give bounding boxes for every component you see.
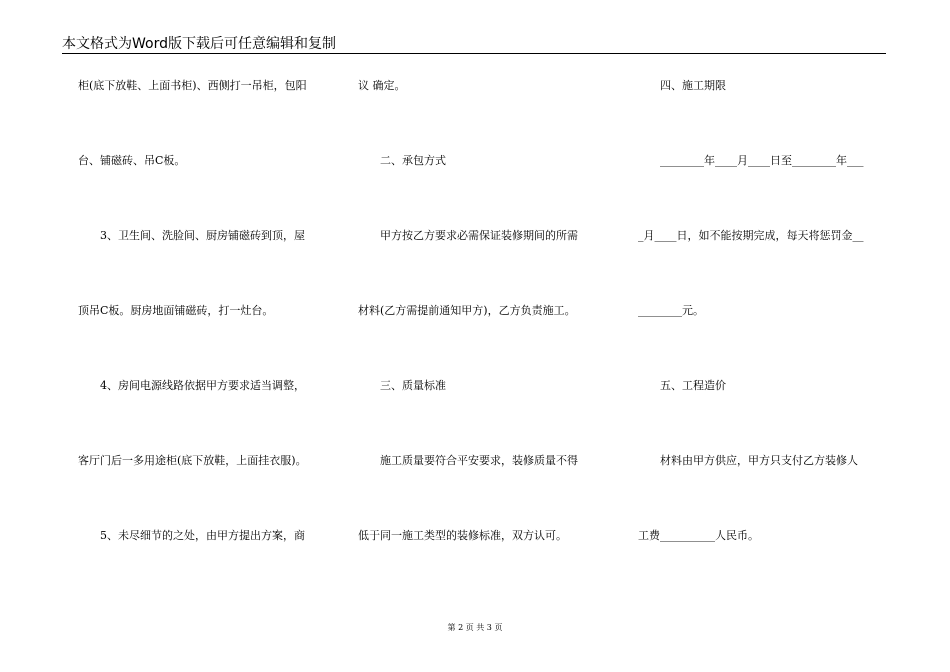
paragraph-line: 台、铺磁砖、吊C板。 — [78, 154, 186, 167]
section-heading: 二、承包方式 — [358, 154, 446, 167]
text-column-1 — [78, 76, 330, 601]
paragraph-line: ________元。 — [638, 304, 704, 317]
paragraph-line: 3、卫生间、洗脸间、厨房铺磁砖到顶，屋 — [78, 229, 305, 242]
paragraph-line: 5、未尽细节的之处，由甲方提出方案，商 — [78, 529, 305, 542]
section-heading: 五、工程造价 — [638, 379, 726, 392]
paragraph-line: 材料(乙方需提前通知甲方)，乙方负责施工。 — [358, 304, 576, 317]
section-heading: 三、质量标准 — [358, 379, 446, 392]
text-column-2 — [358, 76, 610, 601]
paragraph-line: 顶吊C板。厨房地面铺磁砖，打一灶台。 — [78, 304, 274, 317]
paragraph-line: 4、房间电源线路依据甲方要求适当调整， — [78, 379, 305, 392]
document-title: 本文格式为Word版下载后可任意编辑和复制 — [62, 36, 336, 52]
paragraph-line: 施工质量要符合平安要求，装修质量不得 — [358, 454, 578, 467]
paragraph-line: 甲方按乙方要求必需保证装修期间的所需 — [358, 229, 578, 242]
paragraph-line: 柜(底下放鞋、上面书柜)、西侧打一吊柜，包阳 — [78, 79, 307, 92]
section-heading: 四、施工期限 — [638, 79, 726, 92]
paragraph-line: _月____日，如不能按期完成，每天将惩罚金__ — [638, 229, 864, 242]
page-header — [62, 34, 886, 54]
paragraph-line: 材料由甲方供应，甲方只支付乙方装修人 — [638, 454, 858, 467]
paragraph-line: 工费__________人民币。 — [638, 529, 759, 542]
paragraph-line: 低于同一施工类型的装修标准，双方认可。 — [358, 529, 567, 542]
header-divider — [62, 53, 886, 54]
text-column-3 — [638, 76, 888, 601]
paragraph-line: 议 确定。 — [358, 79, 406, 92]
page-number: 第 2 页 共 3 页 — [447, 623, 503, 632]
paragraph-line: ________年____月____日至________年___ — [638, 154, 864, 167]
paragraph-line: 客厅门后一多用途柜(底下放鞋，上面挂衣服)。 — [78, 454, 307, 467]
